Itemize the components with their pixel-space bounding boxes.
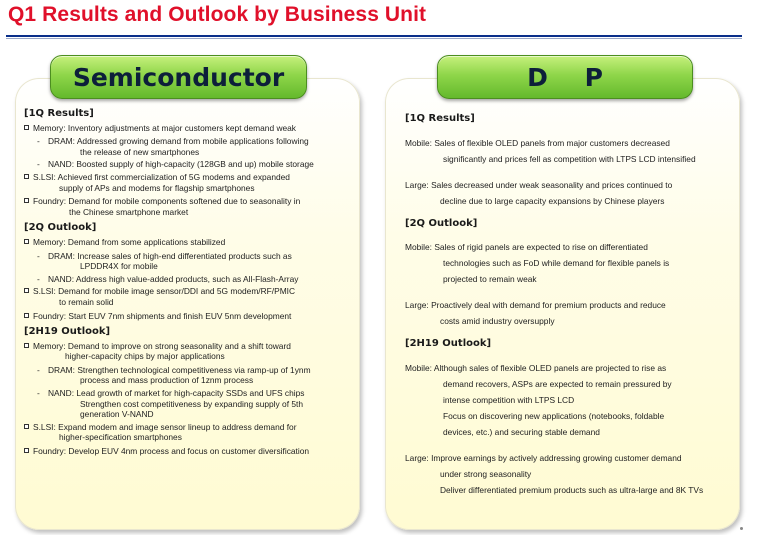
list-item: Memory: Inventory adjustments at major customers kept demand weak <box>24 123 354 134</box>
list-item: Memory: Demand from some applications stabilized <box>24 237 354 248</box>
section-heading-1q-results: [1Q Results] <box>405 113 475 124</box>
section-heading-2h19-outlook: [2H19 Outlook] <box>405 338 492 350</box>
title-divider <box>6 35 742 37</box>
list-item: S.LSI: Demand for mobile image sensor/DDI and 5G modem/RF/PMIC to remain solid <box>24 286 354 307</box>
list-item: S.LSI: Achieved first commercialization of 5G modems and expanded supply of APs and modems for flagship smartphones <box>24 172 354 193</box>
square-bullet-icon <box>24 239 29 244</box>
list-item: Foundry: Start EUV 7nm shipments and finish EUV 5nm development <box>24 311 354 322</box>
list-subitem: - NAND: Address high value-added products, such as All-Flash-Array <box>37 273 299 284</box>
list-item: S.LSI: Expand modem and image sensor lineup to address demand for higher-specification smartphones <box>24 422 354 443</box>
title-divider-thin <box>6 38 742 39</box>
dp-header: D P <box>437 55 693 99</box>
square-bullet-icon <box>24 125 29 130</box>
list-subitem: - NAND: Boosted supply of high-capacity (128GB and up) mobile storage <box>37 159 314 170</box>
list-subitem: - DRAM: Increase sales of high-end differentiated products such as LPDDR4X for mobile <box>37 250 292 272</box>
list-item: Foundry: Demand for mobile components softened due to seasonality in the Chinese smartphone market <box>24 196 354 217</box>
list-item: Mobile: Sales of rigid panels are expected to rise on differentiated technologies such as FoD while demand for flexible panels is projected to remain weak <box>405 242 670 285</box>
list-subitem: - NAND: Lead growth of market for high-capacity SSDs and UFS chips Strengthen cost competitiveness by expanding supply of 5th generation V-NAND <box>37 388 305 420</box>
page-title: Q1 Results and Outlook by Business Unit <box>8 3 427 26</box>
list-item: Large: Proactively deal with demand for premium products and reduce costs amid industry oversupply <box>405 300 666 327</box>
list-item: Foundry: Develop EUV 4nm process and focus on customer diversification <box>24 446 354 457</box>
square-bullet-icon <box>24 288 29 293</box>
dp-content <box>405 114 735 508</box>
list-item: Memory: Demand to improve on strong seasonality and a shift toward higher-capacity chips by major applications <box>24 341 354 362</box>
list-subitem: - DRAM: Addressed growing demand from mobile applications following the release of new smartphones <box>37 136 309 157</box>
square-bullet-icon <box>24 424 29 429</box>
section-heading-2q-outlook: [2Q Outlook] <box>24 222 97 234</box>
section-heading-2h19-outlook: [2H19 Outlook] <box>24 326 111 338</box>
list-item: Mobile: Although sales of flexible OLED panels are projected to rise as demand recovers, ASPs are expected to remain pressured by intense competition with LTPS LCD Focus on discovering new applications (notebooks, foldable devices, etc.) and securing stable demand <box>405 362 672 437</box>
footer-dot <box>740 527 743 530</box>
square-bullet-icon <box>24 448 29 453</box>
square-bullet-icon <box>24 313 29 318</box>
square-bullet-icon <box>24 198 29 203</box>
square-bullet-icon <box>24 174 29 179</box>
semiconductor-content <box>24 109 354 460</box>
section-heading-2q-outlook: [2Q Outlook] <box>405 217 478 229</box>
list-item: Large: Improve earnings by actively addressing growing customer demand under strong seasonality Deliver differentiated premium products such as ultra-large and 8K TVs <box>405 452 704 495</box>
section-heading-1q-results: [1Q Results] <box>24 108 94 119</box>
list-item: Mobile: Sales of flexible OLED panels from major customers decreased significantly and prices fell as competition with LTPS LCD intensified <box>405 137 696 164</box>
semiconductor-header: Semiconductor <box>50 55 307 99</box>
list-subitem: - DRAM: Strengthen technological competitiveness via ramp-up of 1ynm process and mass production of 1znm process <box>37 364 311 386</box>
square-bullet-icon <box>24 343 29 348</box>
list-item: Large: Sales decreased under weak seasonality and prices continued to decline due to large capacity expansions by Chinese players <box>405 179 673 206</box>
